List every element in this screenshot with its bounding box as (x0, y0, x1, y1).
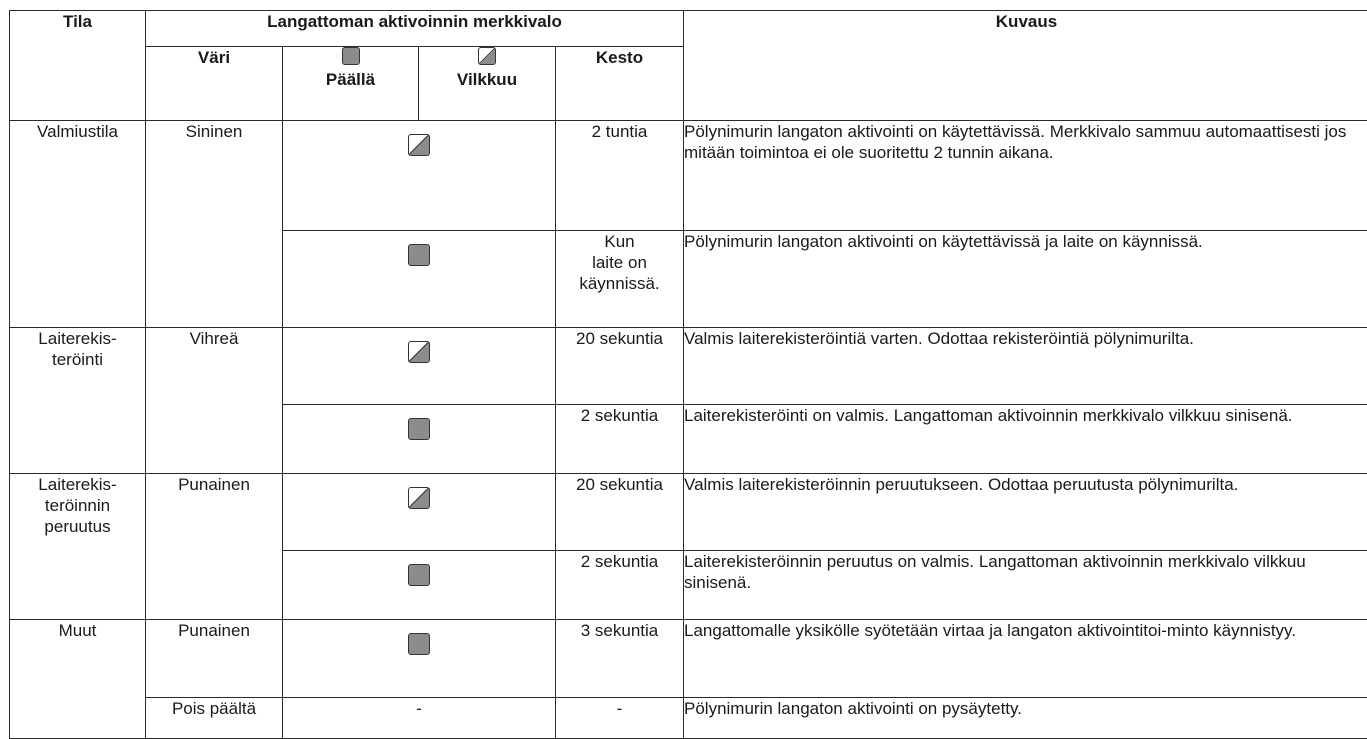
kuvaus-cell: Laiterekisteröinnin peruutus on valmis. Langattoman aktivoinnin merkkivalo vilkkuu sinisenä. (684, 551, 1367, 620)
kesto-cell: 2 sekuntia (556, 551, 684, 620)
blinking-light-icon (408, 341, 430, 363)
symbol-cell (283, 328, 556, 405)
tila-cell: Muut (10, 620, 146, 739)
kuvaus-cell: Pölynimurin langaton aktivointi on pysäytetty. (684, 698, 1367, 739)
header-vilkkuu (419, 47, 556, 121)
symbol-cell (283, 620, 556, 698)
symbol-cell (283, 551, 556, 620)
symbol-cell (283, 121, 556, 231)
header-indicator-group: Langattoman aktivoinnin merkkivalo (146, 11, 684, 47)
kuvaus-cell: Valmis laiterekisteröinnin peruutukseen. Odottaa peruutusta pölynimurilta. (684, 474, 1367, 551)
header-vari: Väri (146, 47, 283, 121)
kesto-cell: - (556, 698, 684, 739)
header-paalla-label: Päällä (326, 70, 375, 89)
kuvaus-cell: Langattomalle yksikölle syötetään virtaa ja langaton aktivointitoi-minto käynnistyy. (684, 620, 1367, 698)
kesto-cell: 20 sekuntia (556, 328, 684, 405)
header-kuvaus: Kuvaus (684, 11, 1367, 121)
solid-light-icon (408, 244, 430, 266)
blinking-light-icon (408, 487, 430, 509)
solid-light-icon (408, 633, 430, 655)
solid-light-icon (408, 564, 430, 586)
blinking-light-icon (478, 47, 496, 65)
kesto-cell: 2 tuntia (556, 121, 684, 231)
kuvaus-cell: Pölynimurin langaton aktivointi on käytettävissä ja laite on käynnissä. (684, 231, 1367, 328)
header-kesto: Kesto (556, 47, 684, 121)
solid-light-icon (342, 47, 360, 65)
header-paalla (283, 47, 419, 121)
kesto-cell: Kun laite on käynnissä. (556, 231, 684, 328)
vari-cell: Sininen (146, 121, 283, 328)
symbol-cell (283, 405, 556, 474)
tila-cell: Laiterekis- teröinnin peruutus (10, 474, 146, 620)
blinking-light-icon (408, 134, 430, 156)
kuvaus-cell: Laiterekisteröinti on valmis. Langattoman aktivoinnin merkkivalo vilkkuu sinisenä. (684, 405, 1367, 474)
header-vilkkuu-label: Vilkkuu (457, 70, 517, 89)
tila-cell: Valmiustila (10, 121, 146, 328)
tila-cell: Laiterekis- teröinti (10, 328, 146, 474)
vari-cell: Vihreä (146, 328, 283, 474)
solid-light-icon (408, 418, 430, 440)
symbol-cell (283, 474, 556, 551)
symbol-cell (283, 231, 556, 328)
kuvaus-cell: Valmis laiterekisteröintiä varten. Odottaa rekisteröintiä pölynimurilta. (684, 328, 1367, 405)
vari-cell: Pois päältä (146, 698, 283, 739)
vari-cell: Punainen (146, 620, 283, 698)
kesto-cell: 20 sekuntia (556, 474, 684, 551)
indicator-table (9, 10, 1367, 739)
kuvaus-cell: Pölynimurin langaton aktivointi on käytettävissä. Merkkivalo sammuu automaattisesti jos mitään toimintoa ei ole suoritettu 2 tunnin aikana. (684, 121, 1367, 231)
header-tila: Tila (10, 11, 146, 121)
kesto-cell: 2 sekuntia (556, 405, 684, 474)
kesto-cell: 3 sekuntia (556, 620, 684, 698)
vari-cell: Punainen (146, 474, 283, 620)
symbol-cell: - (283, 698, 556, 739)
